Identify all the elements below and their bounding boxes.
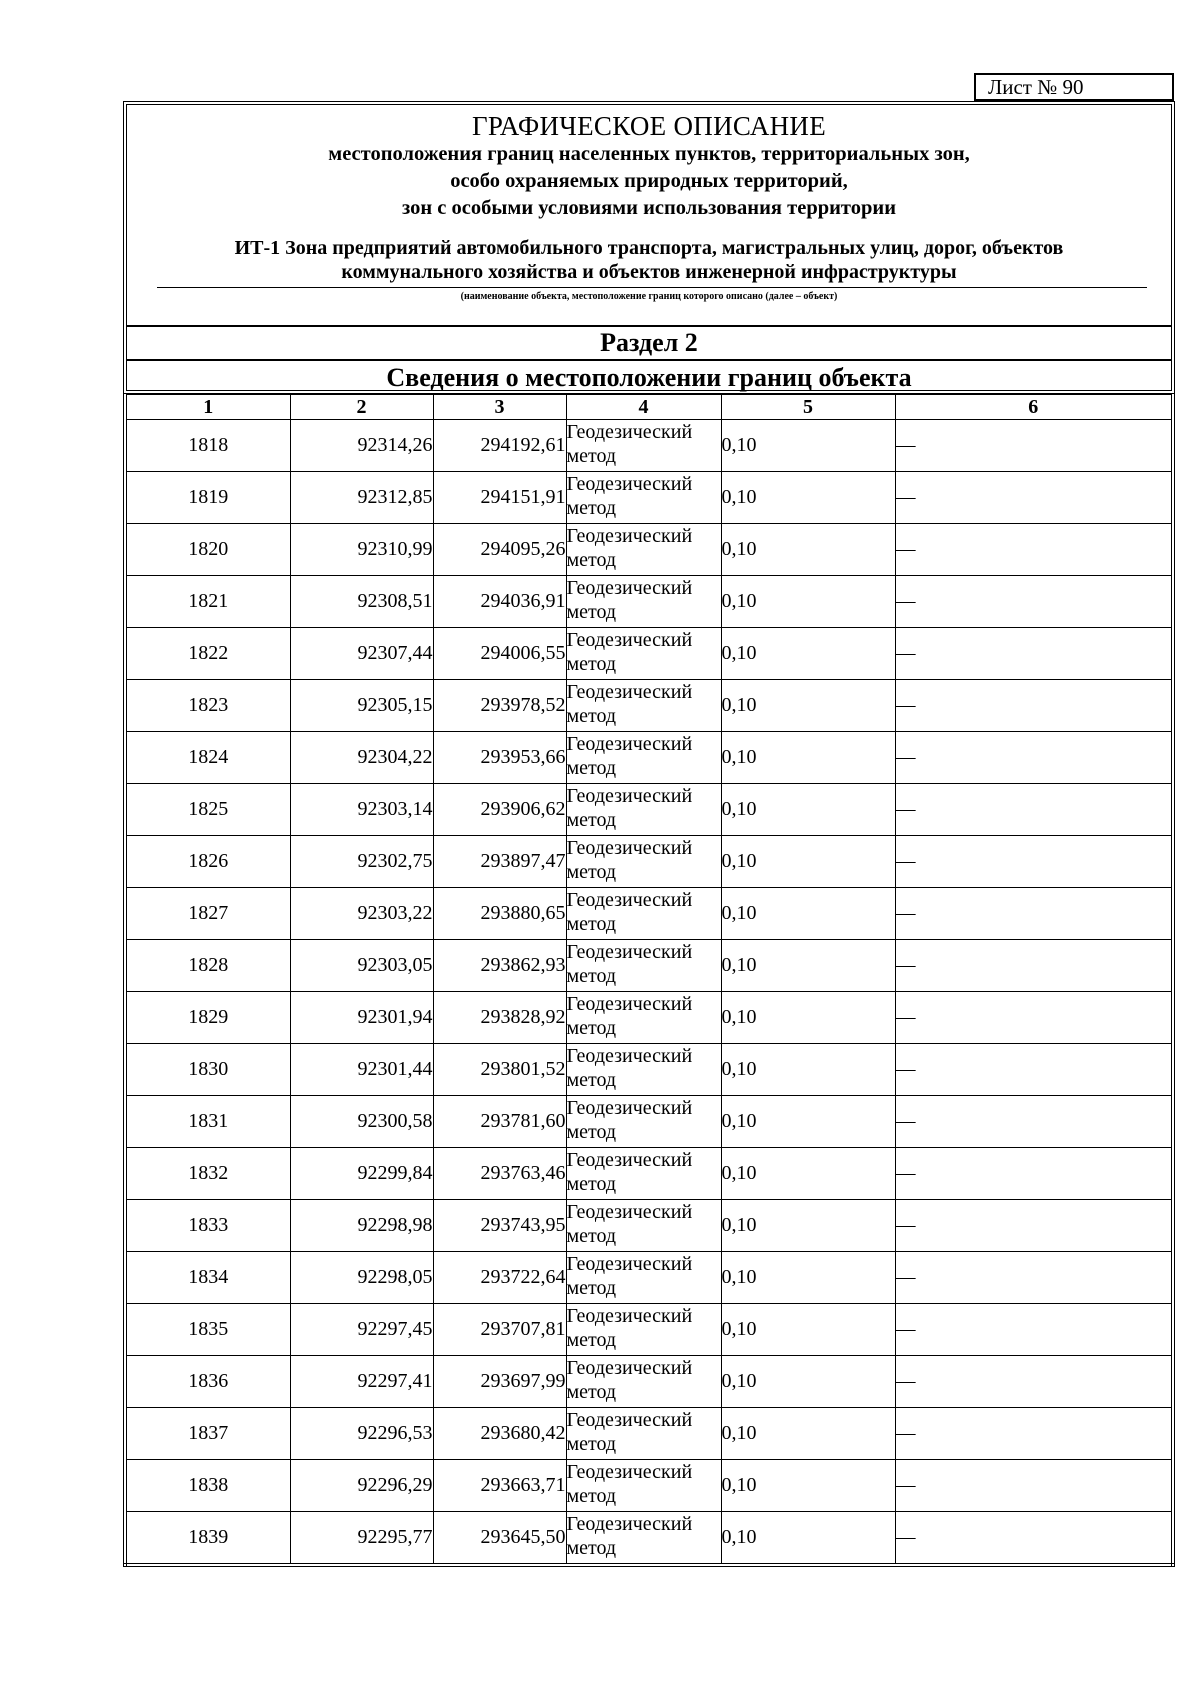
y-coordinate-cell: 294006,55 bbox=[433, 628, 566, 680]
accuracy-cell: 0,10 bbox=[721, 576, 895, 628]
dash-text: — bbox=[895, 1110, 916, 1132]
column-header: 6 bbox=[895, 395, 1173, 420]
x-coordinate-cell: 92303,22 bbox=[290, 888, 433, 940]
dash-text: — bbox=[895, 590, 916, 612]
table-row bbox=[125, 1200, 1173, 1252]
table-header-row bbox=[125, 395, 1173, 420]
dash-text: — bbox=[895, 1214, 916, 1236]
x-coordinate-cell: 92310,99 bbox=[290, 524, 433, 576]
x-coordinate-cell: 92303,05 bbox=[290, 940, 433, 992]
method-cell: Геодезический метод bbox=[566, 1252, 721, 1304]
description-cell bbox=[895, 1044, 1173, 1096]
point-number-cell: 1829 bbox=[125, 992, 290, 1044]
description-cell bbox=[895, 1512, 1173, 1566]
accuracy-cell: 0,10 bbox=[721, 1304, 895, 1356]
table-row bbox=[125, 888, 1173, 940]
dash-text: — bbox=[895, 798, 916, 820]
table-row bbox=[125, 1252, 1173, 1304]
table-row bbox=[125, 836, 1173, 888]
point-number-cell: 1828 bbox=[125, 940, 290, 992]
document-title: ГРАФИЧЕСКОЕ ОПИСАНИЕ bbox=[471, 111, 827, 141]
method-cell: Геодезический метод bbox=[566, 888, 721, 940]
accuracy-cell: 0,10 bbox=[721, 992, 895, 1044]
section-title: Сведения о местоположении границ объекта bbox=[127, 359, 1171, 394]
method-cell: Геодезический метод bbox=[566, 680, 721, 732]
accuracy-cell: 0,10 bbox=[721, 628, 895, 680]
x-coordinate-cell: 92296,29 bbox=[290, 1460, 433, 1512]
table-row bbox=[125, 992, 1173, 1044]
column-header: 1 bbox=[125, 395, 290, 420]
table-row bbox=[125, 784, 1173, 836]
method-cell: Геодезический метод bbox=[566, 420, 721, 472]
description-cell bbox=[895, 1148, 1173, 1200]
header-frame bbox=[123, 101, 1175, 394]
method-cell: Геодезический метод bbox=[566, 1148, 721, 1200]
table-row bbox=[125, 472, 1173, 524]
y-coordinate-cell: 293801,52 bbox=[433, 1044, 566, 1096]
accuracy-cell: 0,10 bbox=[721, 1252, 895, 1304]
method-cell: Геодезический метод bbox=[566, 1512, 721, 1566]
accuracy-cell: 0,10 bbox=[721, 524, 895, 576]
method-cell: Геодезический метод bbox=[566, 992, 721, 1044]
accuracy-cell: 0,10 bbox=[721, 836, 895, 888]
description-cell bbox=[895, 420, 1173, 472]
description-cell bbox=[895, 680, 1173, 732]
point-number-cell: 1822 bbox=[125, 628, 290, 680]
table-row bbox=[125, 524, 1173, 576]
method-cell: Геодезический метод bbox=[566, 1356, 721, 1408]
description-cell bbox=[895, 472, 1173, 524]
x-coordinate-cell: 92296,53 bbox=[290, 1408, 433, 1460]
point-number-cell: 1821 bbox=[125, 576, 290, 628]
y-coordinate-cell: 293880,65 bbox=[433, 888, 566, 940]
x-coordinate-cell: 92297,41 bbox=[290, 1356, 433, 1408]
y-coordinate-cell: 293828,92 bbox=[433, 992, 566, 1044]
method-cell: Геодезический метод bbox=[566, 1460, 721, 1512]
sheet-number: Лист № 90 bbox=[974, 73, 1174, 101]
table-row bbox=[125, 1356, 1173, 1408]
accuracy-cell: 0,10 bbox=[721, 1356, 895, 1408]
subtitle-line-3: зон с особыми условиями использования территории bbox=[401, 197, 897, 219]
description-cell bbox=[895, 1304, 1173, 1356]
accuracy-cell: 0,10 bbox=[721, 1512, 895, 1566]
y-coordinate-cell: 293707,81 bbox=[433, 1304, 566, 1356]
table-row bbox=[125, 1304, 1173, 1356]
x-coordinate-cell: 92301,44 bbox=[290, 1044, 433, 1096]
y-coordinate-cell: 293906,62 bbox=[433, 784, 566, 836]
coordinates-table bbox=[123, 394, 1175, 1567]
description-cell bbox=[895, 1408, 1173, 1460]
dash-text: — bbox=[895, 1474, 916, 1496]
method-cell: Геодезический метод bbox=[566, 628, 721, 680]
x-coordinate-cell: 92308,51 bbox=[290, 576, 433, 628]
accuracy-cell: 0,10 bbox=[721, 680, 895, 732]
y-coordinate-cell: 293862,93 bbox=[433, 940, 566, 992]
description-cell bbox=[895, 836, 1173, 888]
dash-text: — bbox=[895, 642, 916, 664]
description-cell bbox=[895, 888, 1173, 940]
point-number-cell: 1824 bbox=[125, 732, 290, 784]
point-number-cell: 1830 bbox=[125, 1044, 290, 1096]
y-coordinate-cell: 294151,91 bbox=[433, 472, 566, 524]
accuracy-cell: 0,10 bbox=[721, 472, 895, 524]
table-row bbox=[125, 1408, 1173, 1460]
table-row bbox=[125, 1148, 1173, 1200]
dash-text: — bbox=[895, 1162, 916, 1184]
accuracy-cell: 0,10 bbox=[721, 732, 895, 784]
x-coordinate-cell: 92300,58 bbox=[290, 1096, 433, 1148]
description-cell bbox=[895, 1096, 1173, 1148]
column-header: 4 bbox=[566, 395, 721, 420]
point-number-cell: 1827 bbox=[125, 888, 290, 940]
point-number-cell: 1832 bbox=[125, 1148, 290, 1200]
accuracy-cell: 0,10 bbox=[721, 1148, 895, 1200]
x-coordinate-cell: 92295,77 bbox=[290, 1512, 433, 1566]
point-number-cell: 1836 bbox=[125, 1356, 290, 1408]
column-header: 2 bbox=[290, 395, 433, 420]
description-cell bbox=[895, 1460, 1173, 1512]
table-row bbox=[125, 940, 1173, 992]
point-number-cell: 1837 bbox=[125, 1408, 290, 1460]
y-coordinate-cell: 293663,71 bbox=[433, 1460, 566, 1512]
description-cell bbox=[895, 1356, 1173, 1408]
object-name-line-1: ИТ-1 Зона предприятий автомобильного транспорта, магистральных улиц, дорог, объектов bbox=[234, 237, 1064, 259]
x-coordinate-cell: 92307,44 bbox=[290, 628, 433, 680]
method-cell: Геодезический метод bbox=[566, 784, 721, 836]
column-header: 3 bbox=[433, 395, 566, 420]
table-row bbox=[125, 1044, 1173, 1096]
x-coordinate-cell: 92314,26 bbox=[290, 420, 433, 472]
table-row bbox=[125, 1096, 1173, 1148]
dash-text: — bbox=[895, 1526, 916, 1548]
x-coordinate-cell: 92297,45 bbox=[290, 1304, 433, 1356]
y-coordinate-cell: 293978,52 bbox=[433, 680, 566, 732]
method-cell: Геодезический метод bbox=[566, 1304, 721, 1356]
y-coordinate-cell: 293645,50 bbox=[433, 1512, 566, 1566]
description-cell bbox=[895, 784, 1173, 836]
table-row bbox=[125, 576, 1173, 628]
x-coordinate-cell: 92305,15 bbox=[290, 680, 433, 732]
object-name-line-2: коммунального хозяйства и объектов инженерной инфраструктуры bbox=[341, 261, 957, 283]
table-row bbox=[125, 732, 1173, 784]
method-cell: Геодезический метод bbox=[566, 836, 721, 888]
x-coordinate-cell: 92298,05 bbox=[290, 1252, 433, 1304]
method-cell: Геодезический метод bbox=[566, 1408, 721, 1460]
subtitle-line-1: местоположения границ населенных пунктов, территориальных зон, bbox=[328, 143, 970, 165]
table-row bbox=[125, 680, 1173, 732]
point-number-cell: 1825 bbox=[125, 784, 290, 836]
dash-text: — bbox=[895, 538, 916, 560]
point-number-cell: 1831 bbox=[125, 1096, 290, 1148]
dash-text: — bbox=[895, 954, 916, 976]
dash-text: — bbox=[895, 486, 916, 508]
description-cell bbox=[895, 732, 1173, 784]
accuracy-cell: 0,10 bbox=[721, 1200, 895, 1252]
description-cell bbox=[895, 1200, 1173, 1252]
description-cell bbox=[895, 940, 1173, 992]
dash-text: — bbox=[895, 1422, 916, 1444]
point-number-cell: 1818 bbox=[125, 420, 290, 472]
method-cell: Геодезический метод bbox=[566, 1044, 721, 1096]
description-cell bbox=[895, 1252, 1173, 1304]
description-cell bbox=[895, 576, 1173, 628]
method-cell: Геодезический метод bbox=[566, 472, 721, 524]
method-cell: Геодезический метод bbox=[566, 576, 721, 628]
y-coordinate-cell: 294036,91 bbox=[433, 576, 566, 628]
description-cell bbox=[895, 524, 1173, 576]
dash-text: — bbox=[895, 1318, 916, 1340]
dash-text: — bbox=[895, 902, 916, 924]
y-coordinate-cell: 293680,42 bbox=[433, 1408, 566, 1460]
accuracy-cell: 0,10 bbox=[721, 888, 895, 940]
section-heading: Раздел 2 bbox=[127, 325, 1171, 359]
dash-text: — bbox=[895, 694, 916, 716]
accuracy-cell: 0,10 bbox=[721, 940, 895, 992]
accuracy-cell: 0,10 bbox=[721, 1408, 895, 1460]
x-coordinate-cell: 92298,98 bbox=[290, 1200, 433, 1252]
method-cell: Геодезический метод bbox=[566, 732, 721, 784]
table-row bbox=[125, 1512, 1173, 1566]
description-cell bbox=[895, 628, 1173, 680]
table-row bbox=[125, 1460, 1173, 1512]
point-number-cell: 1823 bbox=[125, 680, 290, 732]
method-cell: Геодезический метод bbox=[566, 1200, 721, 1252]
y-coordinate-cell: 293897,47 bbox=[433, 836, 566, 888]
y-coordinate-cell: 293722,64 bbox=[433, 1252, 566, 1304]
method-cell: Геодезический метод bbox=[566, 940, 721, 992]
point-number-cell: 1834 bbox=[125, 1252, 290, 1304]
y-coordinate-cell: 293697,99 bbox=[433, 1356, 566, 1408]
x-coordinate-cell: 92304,22 bbox=[290, 732, 433, 784]
point-number-cell: 1833 bbox=[125, 1200, 290, 1252]
x-coordinate-cell: 92299,84 bbox=[290, 1148, 433, 1200]
dash-text: — bbox=[895, 1266, 916, 1288]
object-caption: (наименование объекта, местоположение границ которого описано (далее – объект) bbox=[460, 291, 838, 302]
x-coordinate-cell: 92312,85 bbox=[290, 472, 433, 524]
y-coordinate-cell: 293953,66 bbox=[433, 732, 566, 784]
accuracy-cell: 0,10 bbox=[721, 1460, 895, 1512]
point-number-cell: 1820 bbox=[125, 524, 290, 576]
y-coordinate-cell: 294095,26 bbox=[433, 524, 566, 576]
table-row bbox=[125, 420, 1173, 472]
x-coordinate-cell: 92302,75 bbox=[290, 836, 433, 888]
x-coordinate-cell: 92303,14 bbox=[290, 784, 433, 836]
title-block bbox=[127, 105, 1171, 284]
dash-text: — bbox=[895, 850, 916, 872]
accuracy-cell: 0,10 bbox=[721, 1096, 895, 1148]
method-cell: Геодезический метод bbox=[566, 1096, 721, 1148]
y-coordinate-cell: 293743,95 bbox=[433, 1200, 566, 1252]
method-cell: Геодезический метод bbox=[566, 524, 721, 576]
accuracy-cell: 0,10 bbox=[721, 784, 895, 836]
point-number-cell: 1839 bbox=[125, 1512, 290, 1566]
y-coordinate-cell: 293781,60 bbox=[433, 1096, 566, 1148]
point-number-cell: 1826 bbox=[125, 836, 290, 888]
object-underline bbox=[157, 287, 1147, 288]
dash-text: — bbox=[895, 1370, 916, 1392]
dash-text: — bbox=[895, 1058, 916, 1080]
dash-text: — bbox=[895, 1006, 916, 1028]
accuracy-cell: 0,10 bbox=[721, 1044, 895, 1096]
dash-text: — bbox=[895, 746, 916, 768]
x-coordinate-cell: 92301,94 bbox=[290, 992, 433, 1044]
column-header: 5 bbox=[721, 395, 895, 420]
point-number-cell: 1838 bbox=[125, 1460, 290, 1512]
dash-text: — bbox=[895, 434, 916, 456]
description-cell bbox=[895, 992, 1173, 1044]
subtitle-line-2: особо охраняемых природных территорий, bbox=[450, 170, 848, 192]
y-coordinate-cell: 294192,61 bbox=[433, 420, 566, 472]
accuracy-cell: 0,10 bbox=[721, 420, 895, 472]
point-number-cell: 1835 bbox=[125, 1304, 290, 1356]
y-coordinate-cell: 293763,46 bbox=[433, 1148, 566, 1200]
table-row bbox=[125, 628, 1173, 680]
point-number-cell: 1819 bbox=[125, 472, 290, 524]
